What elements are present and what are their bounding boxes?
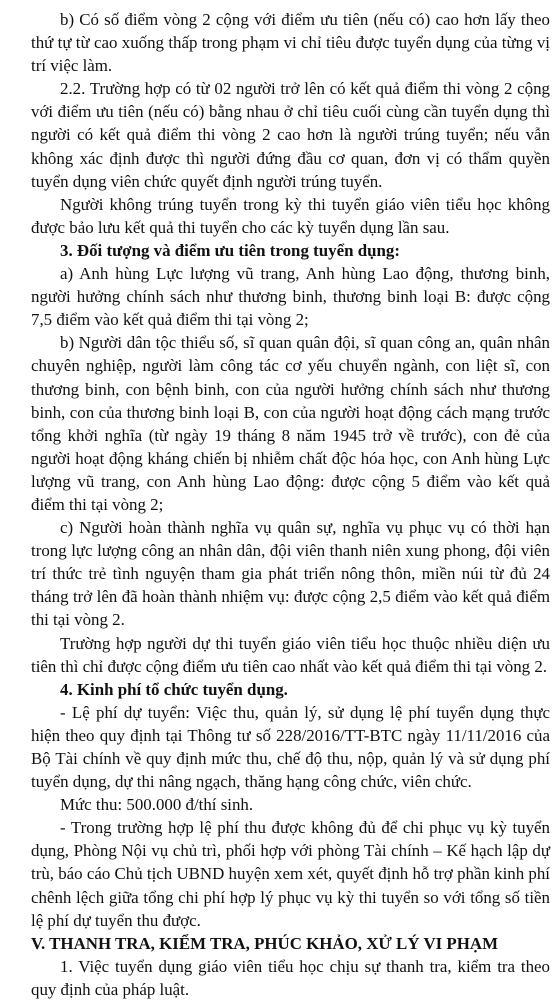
paragraph-priority-b: b) Người dân tộc thiểu số, sĩ quan quân đội, sĩ quan công an, quân nhân chuyên nghiệp, người làm công tác cơ yếu chuyển ngành, con liệt sĩ, con thương binh, con bệnh binh, con của người hưởng chính sách như thương binh, con của thương binh loại B, con của người hoạt động cách mạng trước tổng khởi nghĩa (từ ngày 19 tháng 8 năm 1945 trở về trước), con đẻ của người hoạt động kháng chiến bị nhiễm chất độc hóa học, con Anh hùng Lực lượng vũ trang, con Anh hùng Lao động: được cộng 5 điểm vào kết quả điểm thi tại vòng 2; (31, 333, 550, 514)
paragraph-multiple-priority: Trường hợp người dự thi tuyển giáo viên tiểu học thuộc nhiều diện ưu tiên thì chỉ được cộng điểm ưu tiên cao nhất vào kết quả điểm thi tại vòng 2. (31, 633, 550, 676)
paragraph-fee-shortfall: - Trong trường hợp lệ phí thu được không đủ để chi phục vụ kỳ tuyển dụng, Phòng Nội vụ chủ trì, phối hợp với phòng Tài chính – Kế hạch lập dự trù, báo cáo Chủ tịch UBND huyện xem xét, quyết định hỗ trợ phần kinh phí chênh lệch giữa tổng chi phí hợp lý phục vụ kỳ thi tuyển so với tổng số tiền lệ phí dự tuyển thu được. (31, 818, 550, 930)
heading-recruitment-funding: 4. Kinh phí tổ chức tuyển dụng. (60, 679, 288, 699)
paragraph-fee-amount: Mức thu: 500.000 đ/thí sinh. (60, 795, 254, 815)
paragraph-exam-fee: - Lệ phí dự tuyển: Việc thu, quản lý, sử dụng lệ phí tuyển dụng thực hiện theo quy định tại Thông tư số 228/2016/TT-BTC ngày 11/11/2016 của Bộ Tài chính về quy định mức thu, chế độ thu, nộp, quản lý và sử dụng phí tuyển dụng, dự thi nâng ngạch, thăng hạng công chức, viên chức. (31, 702, 550, 792)
heading-priority-subjects: 3. Đối tượng và điểm ưu tiên trong tuyển dụng: (60, 240, 400, 260)
paragraph-priority-a: a) Anh hùng Lực lượng vũ trang, Anh hùng Lao động, thương binh, người hưởng chính sách như thương binh, thương binh loại B: được cộng 7,5 điểm vào kết quả điểm thi tại vòng 2; (31, 264, 550, 330)
paragraph-ranking-rule-b: b) Có số điểm vòng 2 cộng với điểm ưu tiên (nếu có) cao hơn lấy theo thứ tự từ cao xuống thấp trong phạm vi chỉ tiêu được tuyển dụng của từng vị trí việc làm. (31, 10, 550, 76)
paragraph-no-reserve-result: Người không trúng tuyển trong kỳ thi tuyển giáo viên tiểu học không được bảo lưu kết quả thi tuyển cho các kỳ tuyển dụng lần sau. (31, 194, 550, 237)
section-heading-inspection: V. THANH TRA, KIỂM TRA, PHÚC KHẢO, XỬ LÝ VI PHẠM (31, 933, 499, 953)
document-page (31, 8, 550, 1001)
paragraph-priority-c: c) Người hoàn thành nghĩa vụ quân sự, nghĩa vụ phục vụ có thời hạn trong lực lượng công an nhân dân, đội viên thanh niên xung phong, đội viên trí thức trẻ tình nguyện tham gia phát triển nông thôn, miền núi từ đủ 24 tháng trở lên đã hoàn thành nhiệm vụ: được cộng 2,5 điểm vào kết quả điểm thi tại vòng 2. (31, 518, 550, 630)
paragraph-inspection-1: 1. Việc tuyển dụng giáo viên tiểu học chịu sự thanh tra, kiểm tra theo quy định của pháp luật. (31, 956, 550, 999)
paragraph-tie-break-rule: 2.2. Trường hợp có từ 02 người trở lên có kết quả điểm thi vòng 2 cộng với điểm ưu tiên (nếu có) bằng nhau ở chỉ tiêu cuối cùng cần tuyển dụng thì người có kết quả điểm thi vòng 2 cao hơn là người trúng tuyển; nếu vẫn không xác định được thì người đứng đầu cơ quan, đơn vị có thẩm quyền tuyển dụng viên chức quyết định người trúng tuyển. (31, 79, 550, 191)
